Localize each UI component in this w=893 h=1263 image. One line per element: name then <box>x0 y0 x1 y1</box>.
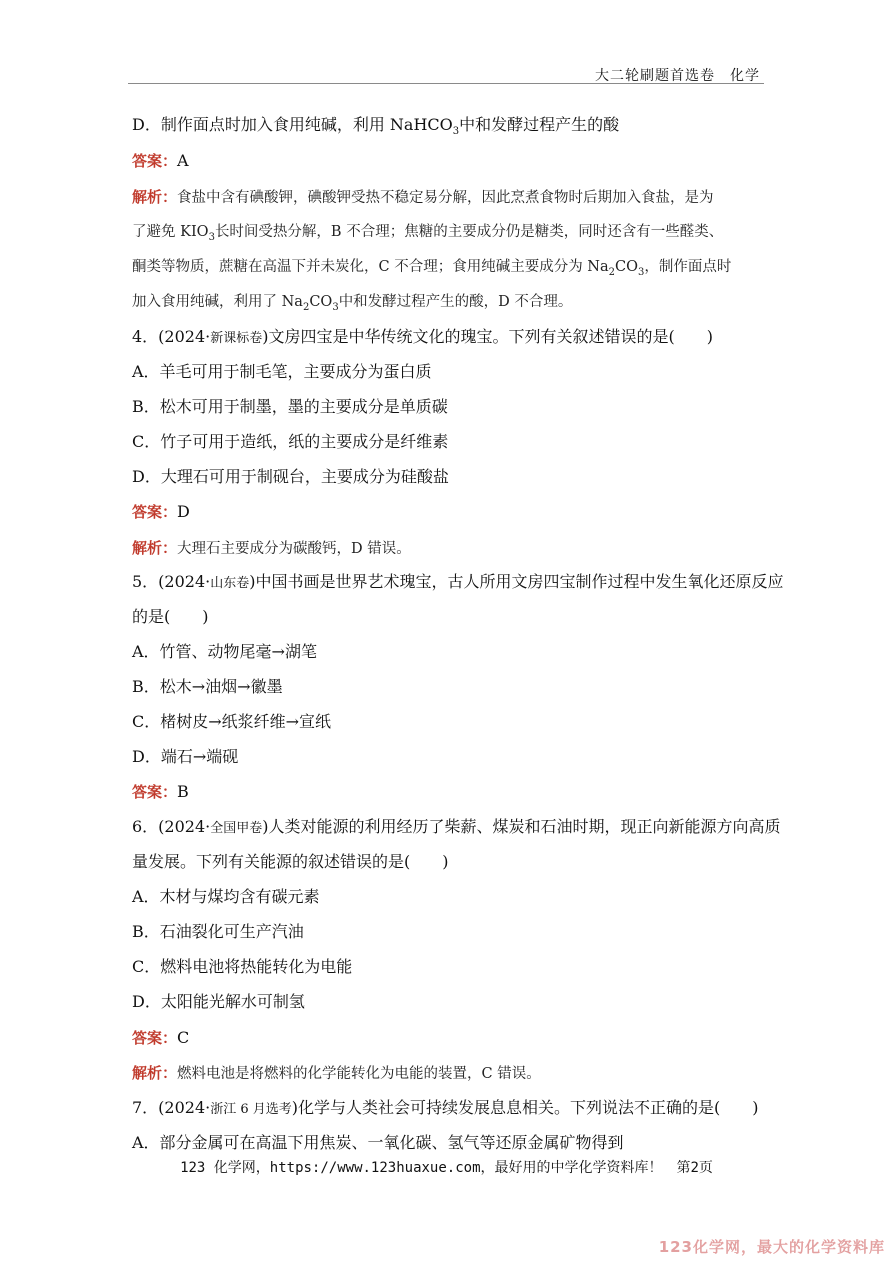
q3-explanation-line-4 <box>132 291 572 319</box>
explanation-label: 解析： <box>132 539 178 557</box>
q5-option-c: C．楮树皮→纸浆纤维→宣纸 <box>132 712 332 731</box>
answer-value: C <box>177 1028 190 1047</box>
q6-option-a: A．木材与煤均含有碳元素 <box>132 887 320 906</box>
q7-option-a: A．部分金属可在高温下用焦炭、一氧化碳、氢气等还原金属矿物得到 <box>132 1133 624 1152</box>
question-source: 新课标卷 <box>210 331 263 346</box>
q3-explanation-line-3 <box>132 256 731 284</box>
explanation-text: 中和发酵过程产生的酸，D 不合理。 <box>338 294 573 310</box>
q7-stem <box>132 1097 759 1121</box>
explanation-label: 解析： <box>132 1064 178 1082</box>
q6-option-b: B．石油裂化可生产汽油 <box>132 922 304 941</box>
q4-explanation <box>132 537 411 560</box>
page-footer: 123 化学网，https://www.123huaxue.com，最好用的中学化学资料库！ 第2页 <box>180 1160 713 1176</box>
q4-answer <box>132 501 190 523</box>
subscript: 2 <box>608 266 616 278</box>
explanation-text: CO <box>615 259 639 275</box>
answer-label: 答案： <box>132 783 178 801</box>
answer-label: 答案： <box>132 1029 178 1047</box>
explanation-text: 燃料电池是将燃料的化学能转化为电能的装置，C 错误。 <box>177 1066 541 1082</box>
question-number: 7．(2024· <box>132 1098 211 1117</box>
q5-stem <box>132 571 784 595</box>
question-stem: )文房四宝是中华传统文化的瑰宝。下列有关叙述错误的是( ) <box>262 327 713 346</box>
explanation-text: ，制作面点时 <box>644 259 732 275</box>
question-number: 4．(2024· <box>132 327 211 346</box>
answer-label: 答案： <box>132 152 178 170</box>
question-source: 浙江 6 月选考 <box>210 1102 292 1117</box>
answer-label: 答案： <box>132 503 178 521</box>
q6-explanation <box>132 1062 541 1085</box>
subscript: 2 <box>302 301 310 313</box>
explanation-text: 了避免 KIO <box>132 224 209 240</box>
explanation-text: 长时间受热分解，B 不合理；焦糖的主要成分仍是糖类，同时还含有一些醛类、 <box>214 224 724 240</box>
q3-option-d-text: D．制作面点时加入食用纯碱，利用 NaHCO <box>132 115 453 134</box>
q6-answer <box>132 1027 189 1049</box>
explanation-text: 加入食用纯碱，利用了 Na <box>132 294 303 310</box>
q4-option-a: A．羊毛可用于制毛笔，主要成分为蛋白质 <box>132 362 432 381</box>
question-stem: )中国书画是世界艺术瑰宝，古人所用文房四宝制作过程中发生氧化还原反应 <box>249 572 784 591</box>
answer-value: A <box>177 151 189 170</box>
question-source: 山东卷 <box>210 576 250 591</box>
explanation-text: 酮类等物质，蔗糖在高温下并未炭化，C 不合理；食用纯碱主要成分为 Na <box>132 259 609 275</box>
question-stem: )化学与人类社会可持续发展息息相关。下列说法不正确的是( ) <box>291 1098 759 1117</box>
answer-value: D <box>177 502 190 521</box>
q5-option-b: B．松木→油烟→徽墨 <box>132 677 283 696</box>
q6-option-d: D．太阳能光解水可制氢 <box>132 992 305 1011</box>
question-source: 全国甲卷 <box>210 821 263 836</box>
q5-stem-2: 的是( ) <box>132 607 209 626</box>
q5-option-d: D．端石→端砚 <box>132 747 239 766</box>
explanation-text: CO <box>309 294 333 310</box>
q6-option-c: C．燃料电池将热能转化为电能 <box>132 957 353 976</box>
q4-option-c: C．竹子可用于造纸，纸的主要成分是纤维素 <box>132 432 449 451</box>
watermark: 123化学网，最大的化学资料库 <box>658 1238 885 1256</box>
q3-answer <box>132 150 189 172</box>
page-header <box>128 63 764 84</box>
question-number: 5．(2024· <box>132 572 211 591</box>
q4-stem <box>132 326 713 350</box>
q4-option-d: D．大理石可用于制砚台，主要成分为硅酸盐 <box>132 467 449 486</box>
q5-answer <box>132 781 189 803</box>
subscript: 3 <box>208 231 215 243</box>
q3-explanation-line-1 <box>132 186 714 209</box>
question-stem: )人类对能源的利用经历了柴薪、煤炭和石油时期，现正向新能源方向高质 <box>262 817 781 836</box>
answer-value: B <box>177 782 189 801</box>
explanation-text: 食盐中含有碘酸钾，碘酸钾受热不稳定易分解，因此烹煮食物时后期加入食盐，是为 <box>177 190 714 206</box>
subscript: 3 <box>452 126 460 138</box>
q5-option-a: A．竹管、动物尾毫→湖笔 <box>132 642 317 661</box>
q3-option-d <box>132 114 619 143</box>
q3-explanation-line-2 <box>132 221 723 249</box>
subscript: 3 <box>638 266 645 278</box>
q4-option-b: B．松木可用于制墨，墨的主要成分是单质碳 <box>132 397 448 416</box>
subscript: 3 <box>332 301 339 313</box>
q3-option-d-text-2: 中和发酵过程产生的酸 <box>459 115 620 134</box>
explanation-label: 解析： <box>132 188 178 206</box>
q6-stem-2: 量发展。下列有关能源的叙述错误的是( ) <box>132 852 449 871</box>
q6-stem <box>132 816 781 840</box>
explanation-text: 大理石主要成分为碳酸钙，D 错误。 <box>177 541 411 557</box>
header-title: 大二轮刷题首选卷 化学 <box>595 68 760 84</box>
question-number: 6．(2024· <box>132 817 211 836</box>
